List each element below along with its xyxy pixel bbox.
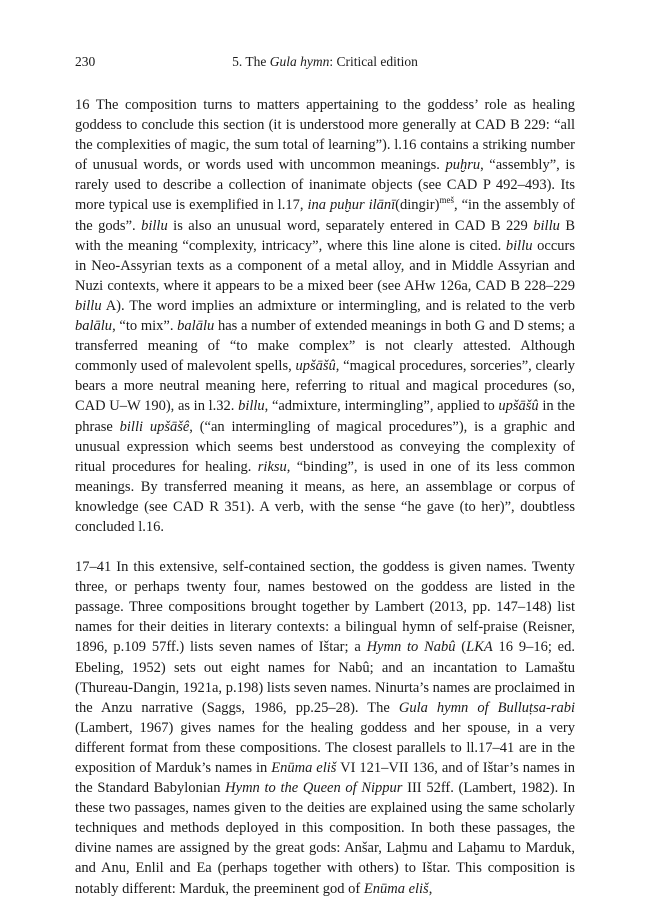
italic-run: billu — [75, 297, 102, 314]
running-title-suffix: : Critical edition — [329, 54, 418, 69]
italic-run: Enūma eliš — [271, 760, 337, 776]
text-run: , “magical procedures, sorceries”, clearly bears a more neutral meaning here, referring to ritual and magical procedures (so, CAD U–W 190), as in l.32. — [75, 358, 575, 415]
italic-run: ina puḫur ilānī — [307, 197, 396, 214]
running-title-prefix: 5. The — [232, 54, 270, 69]
italic-run: upšāšû — [295, 358, 336, 375]
body-text — [75, 95, 575, 899]
running-title — [75, 54, 575, 70]
text-run: , — [428, 880, 433, 897]
italic-run: Gula hymn of Bulluṭsa-rabi — [398, 699, 575, 716]
running-header — [75, 54, 575, 74]
text-run: (Lambert, 1967) gives names for the healing goddess and her spouse, in a very different format from these compositions. The closest parallels to ll.17–41 are in the exposition of Marduk’s names in — [75, 719, 575, 776]
text-run: 16 The composition turns to matters appertaining to the goddess’ role as healing goddess to conclude this section (it is understood more generally at CAD B 229: “all the complexities of magic, the sum total of learning”). l.16 contains a striking number of unusual words, or words used with uncommon meanings. — [75, 97, 575, 174]
text-run: , “binding”, is used in one of its less common meanings. By transferred meaning it means, as here, an assemblage or corpus of knowledge (see CAD R 351). A verb, with the sense “he gave (to her)”, doubtless concluded l.16. — [75, 458, 575, 535]
text-run: III 52ff. (Lambert, 1982). In these two passages, names given to the deities are explained using the same scholarly techniques and methods deployed in this composition. In both these passages, the divine names are assigned by the great gods: Anšar, Laḫmu and Laḫamu to Marduk, and Anu, Enlil and Ea (perhaps together with others) to Ištar. This composition is notably different: Marduk, the preeminent god of — [75, 780, 575, 897]
commentary-paragraph-lines-17-41 — [75, 557, 575, 899]
italic-run: balālu — [75, 318, 113, 335]
page-number: 230 — [75, 54, 96, 69]
superscript-run: meš — [439, 195, 454, 206]
italic-run: billu — [533, 217, 560, 234]
text-run: , “assembly”, is rarely used to describe a collection of inanimate objects (see CAD P 492–493). Its more typical use is exemplified in l.17, — [75, 157, 575, 214]
italic-run: Enūma eliš — [363, 880, 429, 897]
text-run: , “to mix”. — [112, 318, 178, 335]
italic-run: balālu — [177, 318, 215, 335]
italic-run: billu — [141, 217, 168, 234]
italic-run: billi upšāšê — [119, 418, 190, 435]
italic-run: Hymn to Nabû — [366, 639, 456, 656]
italic-run: puḫru — [445, 157, 481, 174]
text-run: in the phrase — [75, 398, 575, 435]
text-run: (dingir) — [395, 197, 440, 214]
text-run: ( — [455, 639, 467, 656]
text-run: B with the meaning “complexity, intricacy”, where this line alone is cited. — [75, 217, 576, 254]
italic-run: billu — [238, 398, 265, 415]
italic-run: LKA — [466, 639, 493, 656]
text-run: is also an unusual word, separately entered in CAD B 229 — [167, 217, 534, 234]
text-run: has a number of extended meanings in both G and D stems; a transferred meaning of “to make complex” is not clearly attested. Although commonly used of malevolent spells, — [75, 318, 575, 375]
text-run: , “in the assembly of the gods”. — [75, 197, 575, 234]
italic-run: billu — [505, 237, 533, 254]
italic-run: Hymn to the Queen of Nippur — [225, 780, 403, 797]
text-run: , “admixture, intermingling”, applied to — [264, 398, 499, 415]
text-run: 16 9–16; ed. Ebeling, 1952) sets out eight names for Nabû; and an incantation to Lamaštu (Thureau-Dangin, 1921a, p.198) lists seven names. Ninurta’s names are proclaimed in the Anzu narrative (Saggs, 1986, pp.25–28). The — [75, 639, 575, 716]
text-run: 17–41 In this extensive, self-contained section, the goddess is given names. Twenty three, or perhaps twenty four, names bestowed on the goddess are listed in the passage. Three compositions brought together by Lambert (2013, pp. 147–148) list names for their deities in literary contexts: a bilingual hymn of self-praise (Reisner, 1896, p.109 57ff.) lists seven names of Ištar; a — [75, 559, 575, 656]
text-run: occurs in Neo-Assyrian texts as a component of a metal alloy, and in Middle Assyrian and Nuzi contexts, where it appears to be a mixed beer (see AHw 126a, CAD B 228–229 — [75, 237, 575, 294]
commentary-paragraph-line-16 — [75, 95, 575, 537]
text-run: VI 121–VII 136, and of Ištar’s names in the Standard Babylonian — [75, 760, 575, 797]
running-title-italic: Gula hymn — [269, 54, 330, 69]
italic-run: upšāšû — [498, 398, 539, 415]
italic-run: riksu — [257, 458, 287, 475]
text-run: , (“an intermingling of magical procedures”), is a graphic and unusual expression which seems best understood as conveying the complexity of ritual procedures for healing. — [75, 418, 575, 475]
text-run: A). The word implies an admixture or intermingling, and is related to the verb — [101, 297, 575, 314]
